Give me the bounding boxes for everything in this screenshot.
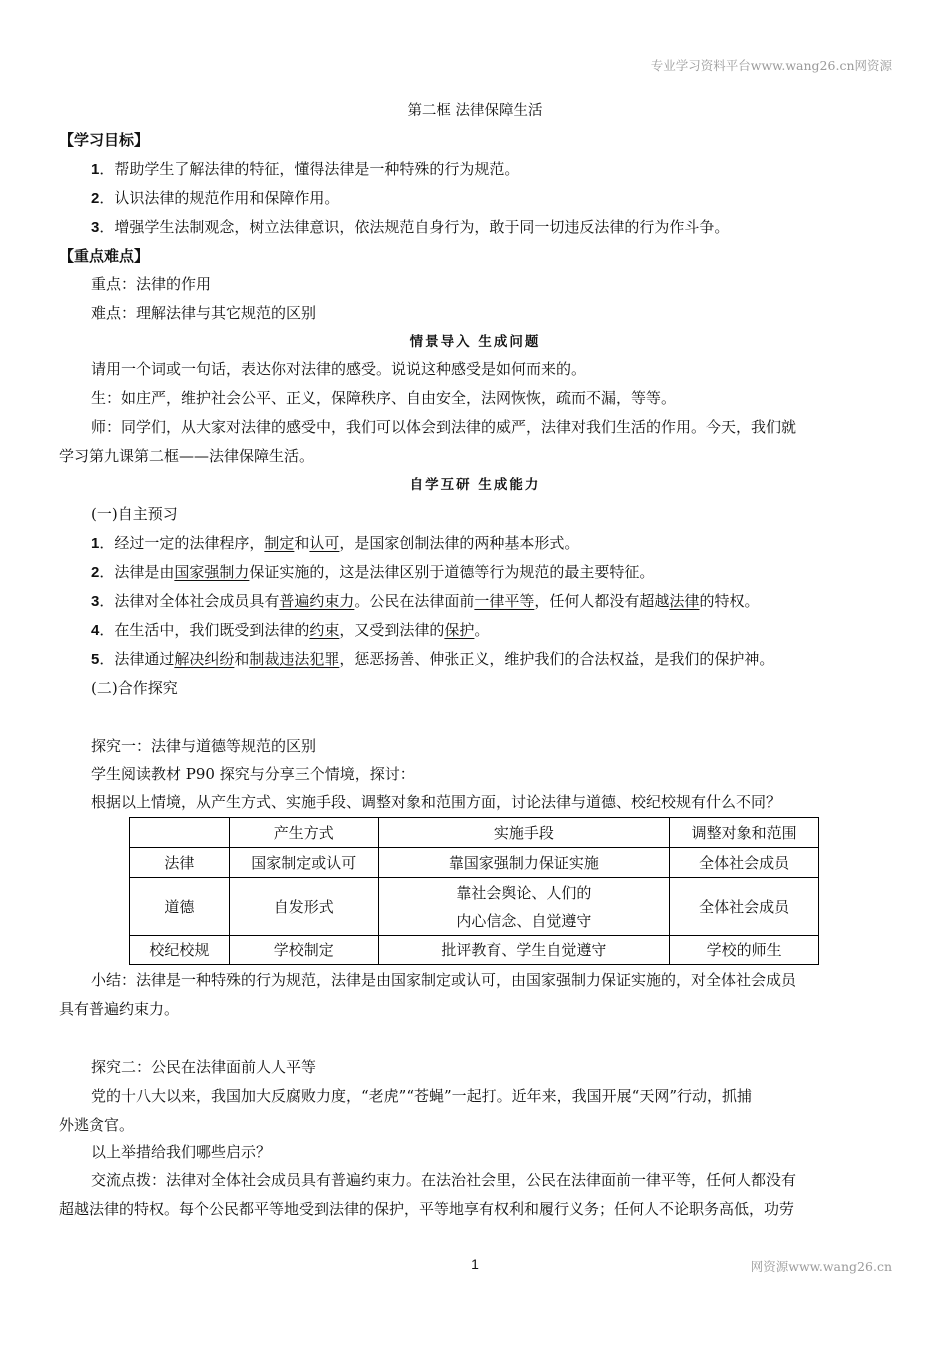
focus-text: 重点：法律的作用: [91, 275, 212, 293]
page-title: 第二框 法律保障生活: [407, 103, 543, 119]
blank-answer: 保护: [444, 621, 475, 639]
table-cell: 全体社会成员: [670, 878, 819, 936]
explore1-line-2: 根据以上情境，从产生方式、实施手段、调整对象和范围方面，讨论法律与道德、校纪校规有什么不同？: [91, 793, 782, 811]
preview-item-2: 2．法律是由国家强制力保证实施的，这是法律区别于道德等行为规范的最主要特征。: [91, 563, 655, 581]
table-cell: 自发形式: [229, 878, 378, 936]
blank-answer: 制定: [264, 534, 295, 552]
blank-answer: 约束: [309, 621, 340, 639]
blank-answer: 法律: [669, 592, 700, 610]
preview-item-5: 5．法律通过解决纠纷和制裁违法犯罪，惩恶扬善、伸张正义，维护我们的合法权益，是我们的保护神。: [91, 650, 775, 668]
goals-heading: 【学习目标】: [59, 131, 150, 149]
table-header-cell: 调整对象和范围: [670, 818, 819, 848]
explore2-question: 以上举措给我们哪些启示？: [91, 1143, 272, 1161]
table-row: [130, 878, 819, 936]
preview-item-4: 4．在生活中，我们既受到法律的约束，又受到法律的保护。: [91, 621, 490, 639]
table-cell: 学校的师生: [670, 936, 819, 965]
coop-heading: (二)合作探究: [91, 679, 178, 697]
goal-item: 1．帮助学生了解法律的特征，懂得法律是一种特殊的行为规范。: [91, 160, 520, 178]
preview-item-3: 3．法律对全体社会成员具有普遍约束力。公民在法律面前一律平等，任何人都没有超越法律的特权。: [91, 592, 760, 610]
goal-item: 3．增强学生法制观念，树立法律意识，依法规范自身行为，敢于同一切违反法律的行为作斗争。: [91, 218, 730, 236]
table-cell: 国家制定或认可: [229, 848, 378, 878]
table-cell: 学校制定: [229, 936, 378, 965]
teacher-line-1: 师：同学们，从大家对法律的感受中，我们可以体会到法律的威严，法律对我们生活的作用。今天，我们就: [91, 418, 797, 436]
comparison-table: [129, 817, 819, 965]
blank-answer: 认可: [309, 534, 340, 552]
teacher-line-2: 学习第九课第二框——法律保障生活。: [59, 447, 315, 465]
table-header-row: [130, 818, 819, 848]
table-header-cell: 实施手段: [378, 818, 670, 848]
table-row: [130, 936, 819, 965]
table-row: [130, 848, 819, 878]
header-watermark: 专业学习资料平台www.wang26.cn网资源: [650, 58, 892, 73]
footer-watermark: 网资源www.wang26.cn: [750, 1259, 892, 1274]
explore1-title: 探究一：法律与道德等规范的区别: [91, 737, 317, 755]
preview-item-1: 1．经过一定的法律程序，制定和认可，是国家创制法律的两种基本形式。: [91, 534, 580, 552]
preview-heading: (一)自主预习: [91, 505, 178, 523]
summary-line-2: 具有普遍约束力。: [59, 1000, 180, 1018]
blank-answer: 普遍约束力: [279, 592, 355, 610]
explore2-para-1: 党的十八大以来，我国加大反腐败力度，“老虎”“苍蝇”一起打。近年来，我国开展“天网”行动，抓捕: [91, 1087, 753, 1105]
intro-heading: 情景导入 生成问题: [409, 334, 541, 350]
blank-answer: 制裁违法犯罪: [249, 650, 340, 668]
explore2-title: 探究二：公民在法律面前人人平等: [91, 1058, 317, 1076]
table-cell: 批评教育、学生自觉遵守: [378, 936, 670, 965]
table-cell: 校纪校规: [130, 936, 230, 965]
key-heading: 【重点难点】: [59, 247, 150, 265]
table-cell: 全体社会成员: [670, 848, 819, 878]
table-cell: 道德: [130, 878, 230, 936]
intro-question: 请用一个词或一句话，表达你对法律的感受。说说这种感受是如何而来的。: [91, 360, 587, 378]
table-cell: 法律: [130, 848, 230, 878]
blank-answer: 解决纠纷: [174, 650, 235, 668]
explore2-para-2: 外逃贪官。: [59, 1116, 135, 1134]
student-answer: 生：如庄严，维护社会公平、正义，保障秩序、自由安全，法网恢恢，疏而不漏，等等。: [91, 389, 677, 407]
difficulty-text: 难点：理解法律与其它规范的区别: [91, 304, 317, 322]
table-header-cell: [130, 818, 230, 848]
table-cell: 靠国家强制力保证实施: [378, 848, 670, 878]
blank-answer: 一律平等: [474, 592, 535, 610]
explore2-answer-2: 超越法律的特权。每个公民都平等地受到法律的保护，平等地享有权利和履行义务；任何人不论职务高低，功劳: [59, 1200, 795, 1218]
blank-answer: 国家强制力: [174, 563, 250, 581]
table-cell: 靠社会舆论、人们的 内心信念、自觉遵守: [378, 878, 670, 936]
study-heading: 自学互研 生成能力: [409, 477, 541, 493]
goal-item: 2．认识法律的规范作用和保障作用。: [91, 189, 340, 207]
explore2-answer-1: 交流点拨：法律对全体社会成员具有普遍约束力。在法治社会里，公民在法律面前一律平等，任何人都没有: [91, 1171, 797, 1189]
page-number: 1: [471, 1256, 479, 1272]
summary-line-1: 小结：法律是一种特殊的行为规范，法律是由国家制定或认可，由国家强制力保证实施的，对全体社会成员: [91, 971, 797, 989]
table-header-cell: 产生方式: [229, 818, 378, 848]
explore1-line-1: 学生阅读教材 P90 探究与分享三个情境，探讨：: [91, 765, 415, 783]
